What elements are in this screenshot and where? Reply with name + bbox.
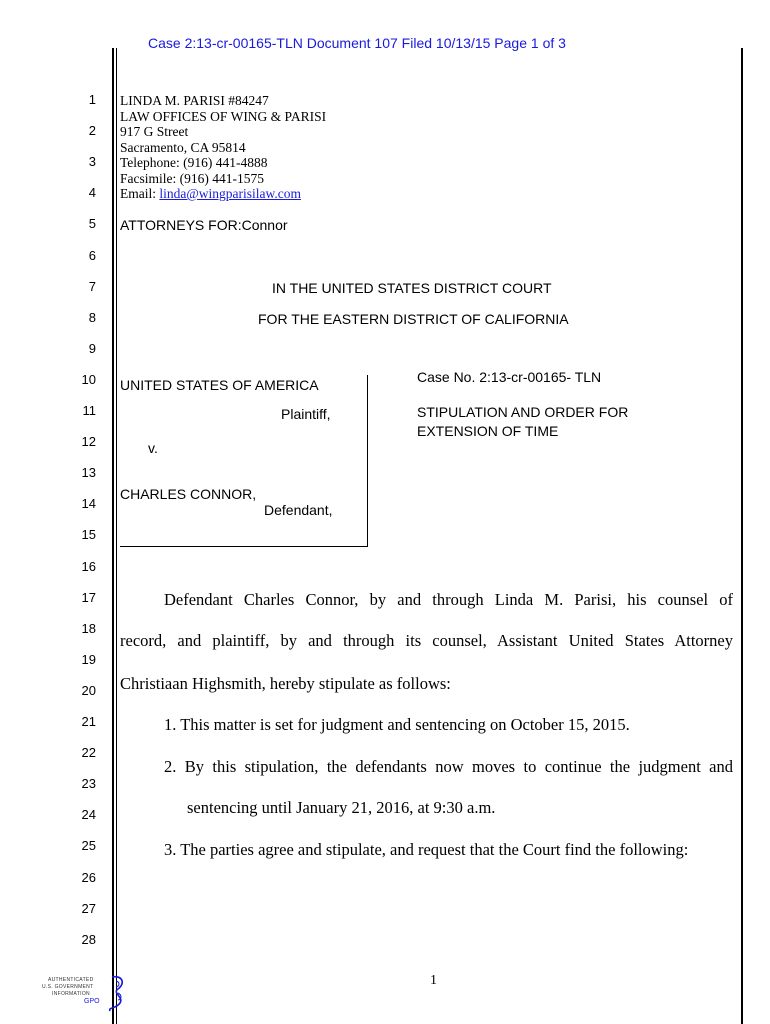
list-item-2-line2: sentencing until January 21, 2016, at 9:30 a.m. [187,798,496,817]
line-number: 23 [81,776,96,792]
line-number: 18 [81,620,96,636]
attorney-email-line [120,186,326,202]
attorney-firm: LAW OFFICES OF WING & PARISI [120,108,327,124]
attorney-block [120,93,326,202]
line-number: 21 [81,714,96,729]
attorney-name: LINDA M. PARISI #84247 [120,93,269,108]
line-number: 24 [81,807,96,823]
attorney-city: Sacramento, CA 95814 [120,139,246,155]
line-number: 15 [81,527,96,543]
versus: v. [148,440,158,456]
seal-text-2: U.S. GOVERNMENT [42,984,94,990]
list-item-2-line1-text: 2. By this stipulation, the defendants now moves to continue the judgment and [164,757,733,776]
line-number: 11 [82,403,96,418]
caption-bottom-rule [120,546,368,547]
attorney-fax: Facsimile: (916) 441-1575 [120,170,264,186]
case-header: Case 2:13-cr-00165-TLN Document 107 Filed 10/13/15 Page 1 of 3 [148,35,566,51]
document-title-line1: STIPULATION AND ORDER FOR [417,404,629,420]
line-number: 28 [81,931,96,947]
line-number: 1 [88,92,96,107]
line-number: 20 [81,682,96,698]
eagle-icon [102,973,132,1013]
line-number: 25 [81,838,96,854]
line-number: 6 [88,247,96,263]
caption-vertical-rule [367,375,368,547]
left-margin-rule-outer [112,48,114,1024]
paragraph-line1-text: Defendant Charles Connor, by and through Linda M. Parisi, his counsel of [164,590,733,609]
paragraph-line2 [120,631,733,651]
line-number: 14 [81,496,96,512]
line-number: 8 [88,309,96,325]
paragraph-line2-text: record, and plaintiff, by and through its counsel, Assistant United States Attorney [120,631,733,650]
line-number: 22 [81,745,96,761]
list-item-2-line1 [164,757,733,777]
line-number: 16 [81,558,96,574]
left-margin-rule-inner [116,48,117,1024]
plaintiff-name: UNITED STATES OF AMERICA [120,377,319,393]
line-number: 7 [88,278,96,294]
line-number: 3 [88,154,96,170]
line-number: 4 [88,185,96,201]
attorney-phone: Telephone: (916) 441-4888 [120,155,268,170]
paragraph-line1 [120,590,733,610]
line-number: 10 [81,371,96,387]
paragraph-line3: Christiaan Highsmith, hereby stipulate as follows: [120,674,451,693]
email-link[interactable]: linda@wingparisilaw.com [159,186,302,201]
line-number: 27 [81,900,96,916]
defendant-name: CHARLES CONNOR, [120,486,257,502]
plaintiff-role: Plaintiff, [281,406,331,422]
seal-text-3: INFORMATION [52,991,90,997]
right-margin-rule [741,48,743,1024]
defendant-role: Defendant, [264,502,333,518]
line-number: 19 [81,651,96,667]
line-number: 5 [88,216,96,232]
seal-gpo: GPO [84,998,100,1005]
list-item-1: 1. This matter is set for judgment and sentencing on October 15, 2015. [164,715,630,734]
list-item-3: 3. The parties agree and stipulate, and request that the Court find the following: [164,840,689,859]
court-title-line1: IN THE UNITED STATES DISTRICT COURT [272,280,552,296]
page-number: 1 [430,973,437,988]
email-label: Email: [120,186,160,201]
court-title-line2: FOR THE EASTERN DISTRICT OF CALIFORNIA [258,311,569,327]
attorneys-for: ATTORNEYS FOR:Connor [120,217,288,233]
gpo-authentication-seal [40,975,130,1015]
line-number: 12 [81,434,96,450]
attorney-street: 917 G Street [120,124,189,139]
line-number: 9 [88,340,96,356]
line-number: 2 [88,123,96,139]
document-title-line2: EXTENSION OF TIME [417,423,559,439]
case-number: Case No. 2:13-cr-00165- TLN [417,369,602,385]
line-number: 17 [81,589,96,605]
seal-text-1: AUTHENTICATED [48,977,94,983]
line-number: 13 [81,465,96,481]
line-number: 26 [81,869,96,885]
